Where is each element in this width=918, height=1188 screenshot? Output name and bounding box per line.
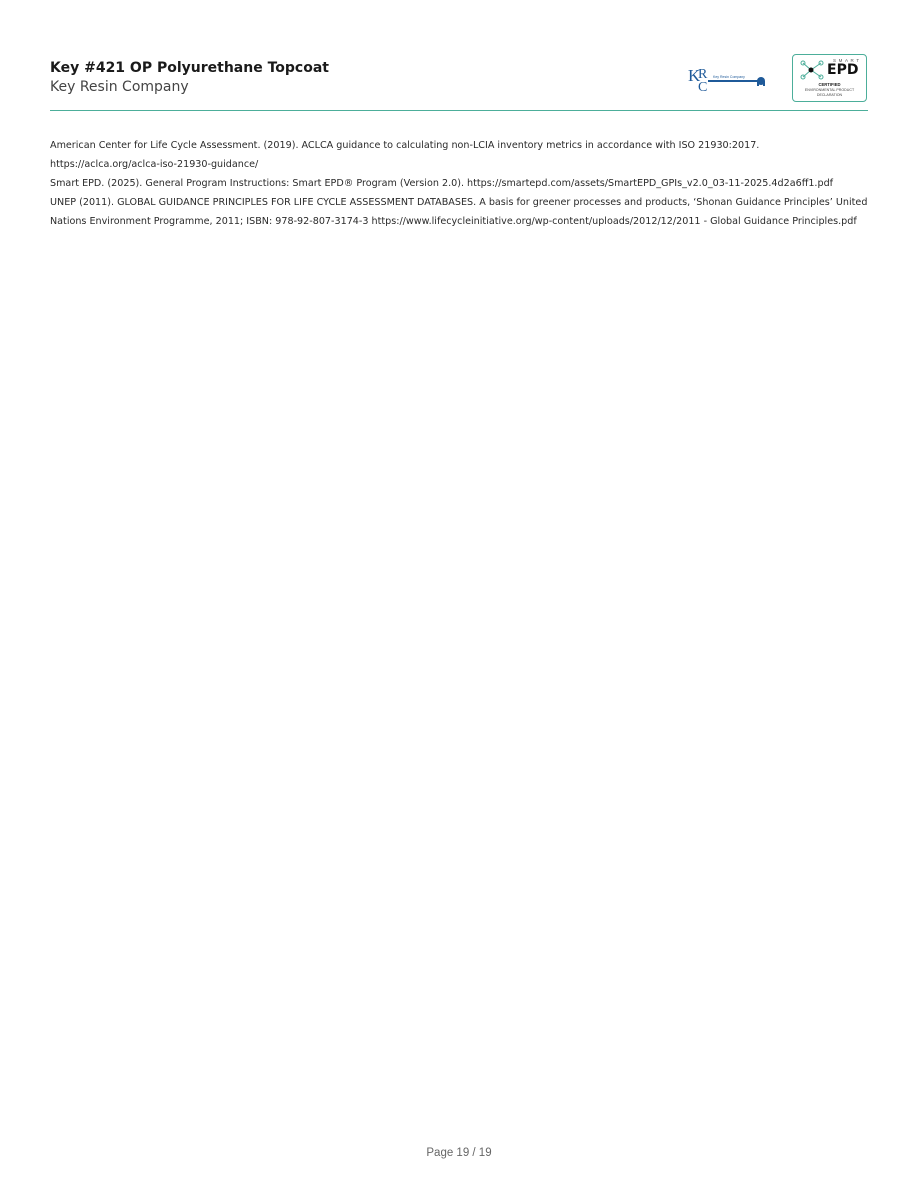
- document-title: Key #421 OP Polyurethane Topcoat: [50, 60, 329, 76]
- certified-label: CERTIFIED: [818, 82, 841, 87]
- page-number: Page 19 / 19: [426, 1147, 492, 1159]
- reference-list: [50, 136, 868, 231]
- company-name: Key Resin Company: [50, 79, 189, 95]
- declaration-line-2: DECLARATION: [816, 93, 843, 97]
- svg-text:Key Resin Company: Key Resin Company: [713, 75, 745, 79]
- svg-text:C: C: [698, 80, 708, 94]
- krc-logo: [688, 64, 770, 94]
- svg-text:R: R: [698, 67, 708, 82]
- epd-label: EPD: [827, 62, 859, 78]
- reference-item: Smart EPD. (2025). General Program Instructions: Smart EPD® Program (Version 2.0). https://smartepd.com/assets/SmartEPD_GPIs_v2.0_03-11-2025.4d2a6ff1.pdf: [50, 178, 834, 189]
- declaration-line-1: ENVIRONMENTAL PRODUCT: [804, 88, 855, 92]
- svg-text:K: K: [688, 66, 701, 85]
- header-divider: [50, 110, 868, 111]
- reference-item: UNEP (2011). GLOBAL GUIDANCE PRINCIPLES FOR LIFE CYCLE ASSESSMENT DATABASES. A basis for greener processes and products, ‘Shonan Guidance Principles’ United Nations Environment Programme, 2011; ISBN: 978-92-807-3174-3 https://www.lifecycleinitiative.org/wp-content/uploads/2012/12/2011 - Global Guidance Principles.pdf: [50, 197, 868, 227]
- smart-label: SMART: [833, 58, 862, 63]
- smart-epd-certified-logo: [792, 54, 867, 102]
- reference-item: American Center for Life Cycle Assessment. (2019). ACLCA guidance to calculating non-LCIA inventory metrics in accordance with ISO 21930:2017. https://aclca.org/aclca-iso-21930-guidance/: [50, 140, 760, 170]
